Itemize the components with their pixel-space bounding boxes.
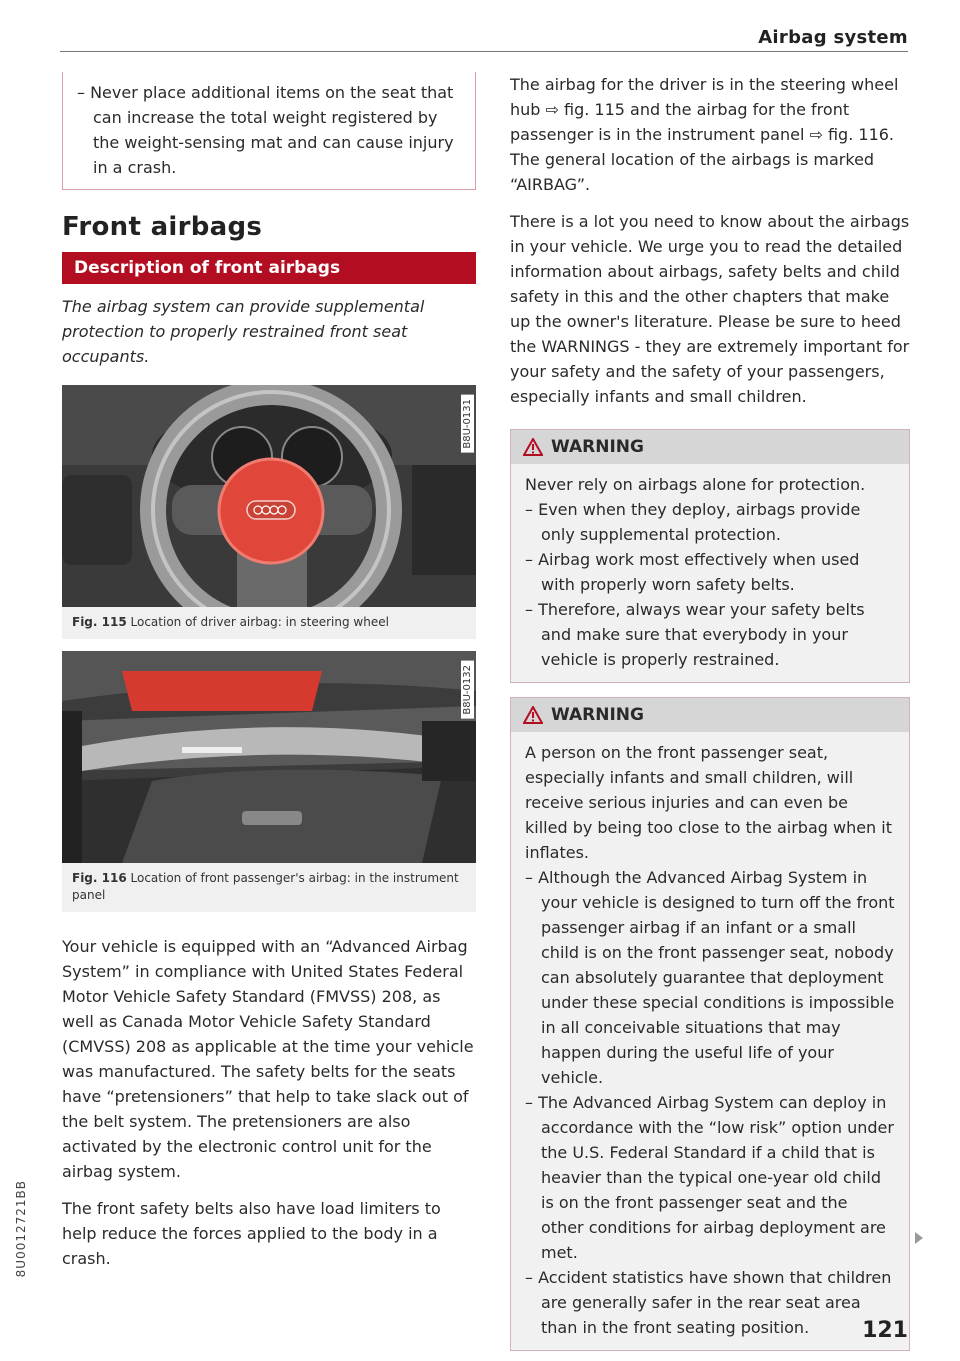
running-header: Airbag system — [758, 27, 908, 48]
continued-arrow-icon — [915, 1232, 923, 1244]
document-code: 8U0012721BB — [14, 1180, 28, 1278]
warning-triangle-icon — [523, 438, 543, 456]
figure-116 — [62, 651, 476, 912]
warning-lead: A person on the front passenger seat, especially infants and small children, will receive serious injuries and can even be killed by being too close to the airbag when it inflates. — [525, 743, 892, 862]
body-paragraph: The front safety belts also have load limiters to help reduce the forces applied to the body in a crash. — [62, 1199, 441, 1268]
figure-caption — [62, 607, 476, 639]
warning-title: WARNING — [551, 705, 644, 725]
note-box — [62, 72, 476, 190]
section-title: Front airbags — [62, 212, 263, 242]
steering-wheel-photo — [62, 385, 476, 607]
figure-label: Fig. 115 — [72, 615, 127, 629]
steering-wheel-illustration — [62, 385, 476, 607]
warning-item: – Even when they deploy, airbags provide only supplemental protection. — [525, 500, 861, 544]
warning-lead: Never rely on airbags alone for protection. — [525, 475, 866, 494]
warning-item: – Although the Advanced Airbag System in your vehicle is designed to turn off the front passenger airbag if an infant or a small child is on the front passenger seat, nobody can absolutely guarantee that deployment under these special conditions is impossible in all conceivable situations that may happen during the useful life of your vehicle. — [525, 868, 895, 1087]
body-paragraph: There is a lot you need to know about the airbags in your vehicle. We urge you to read the detailed information about airbags, safety belts and child safety in this and the other chapters that make up the owner's literature. Please be sure to heed the WARNINGS - they are extremely important for your safety and the safety of your passengers, especially infants and small children. — [510, 212, 910, 406]
warning-title: WARNING — [551, 437, 644, 457]
figure-label: Fig. 116 — [72, 871, 127, 885]
warning-item: – Therefore, always wear your safety belts and make sure that everybody in your vehicle is properly restrained. — [525, 600, 865, 669]
figure-code: B8U-0131 — [461, 395, 474, 453]
subsection-title: Description of front airbags — [62, 252, 476, 284]
warning-box — [510, 429, 910, 683]
header-rule — [60, 51, 908, 52]
warning-body — [511, 464, 909, 682]
warning-item: – Accident statistics have shown that children are generally safer in the rear seat area than in the front seating position. — [525, 1268, 892, 1337]
warning-body — [511, 732, 909, 1350]
body-paragraph: Your vehicle is equipped with an “Advanced Airbag System” in compliance with United States Federal Motor Vehicle Safety Standard (FMVSS) 208, as well as Canada Motor Vehicle Safety Standard (CMVSS) 208 as applicable at the time your vehicle was manufactured. The safety belts for the seats have “pretensioners” that help to take slack out of the belt system. The pretensioners are also activated by the electronic control unit for the airbag system. — [62, 937, 474, 1181]
figure-caption — [62, 863, 476, 912]
warning-box — [510, 697, 910, 1351]
left-column — [62, 72, 476, 1271]
dashboard-illustration — [62, 651, 476, 863]
warning-item: – Airbag work most effectively when used with properly worn safety belts. — [525, 550, 860, 594]
figure-115 — [62, 385, 476, 639]
page-number: 121 — [862, 1318, 908, 1343]
dashboard-photo — [62, 651, 476, 863]
warning-header — [511, 698, 909, 732]
figure-caption-text: Location of front passenger's airbag: in the instrument panel — [72, 871, 459, 902]
intro-text: The airbag system can provide supplemental protection to properly restrained front seat occupants. — [62, 297, 425, 366]
warning-item: – The Advanced Airbag System can deploy in accordance with the “low risk” option under the U.S. Federal Standard if a child that is heavier than the typical one-year old child is on the front passenger seat and the other conditions for airbag deployment are met. — [525, 1093, 894, 1262]
figure-code: B8U-0132 — [461, 661, 474, 719]
note-item: – Never place additional items on the seat that can increase the total weight registered by the weight-sensing mat and can cause injury in a crash. — [77, 83, 454, 177]
warning-triangle-icon — [523, 706, 543, 724]
right-column — [510, 72, 910, 1351]
body-paragraph: The airbag for the driver is in the steering wheel hub ⇨ fig. 115 and the airbag for the front passenger is in the instrument panel ⇨ fig. 116. The general location of the airbags is marked “AIRBAG”. — [510, 75, 899, 194]
warning-header — [511, 430, 909, 464]
figure-caption-text: Location of driver airbag: in steering wheel — [130, 615, 389, 629]
